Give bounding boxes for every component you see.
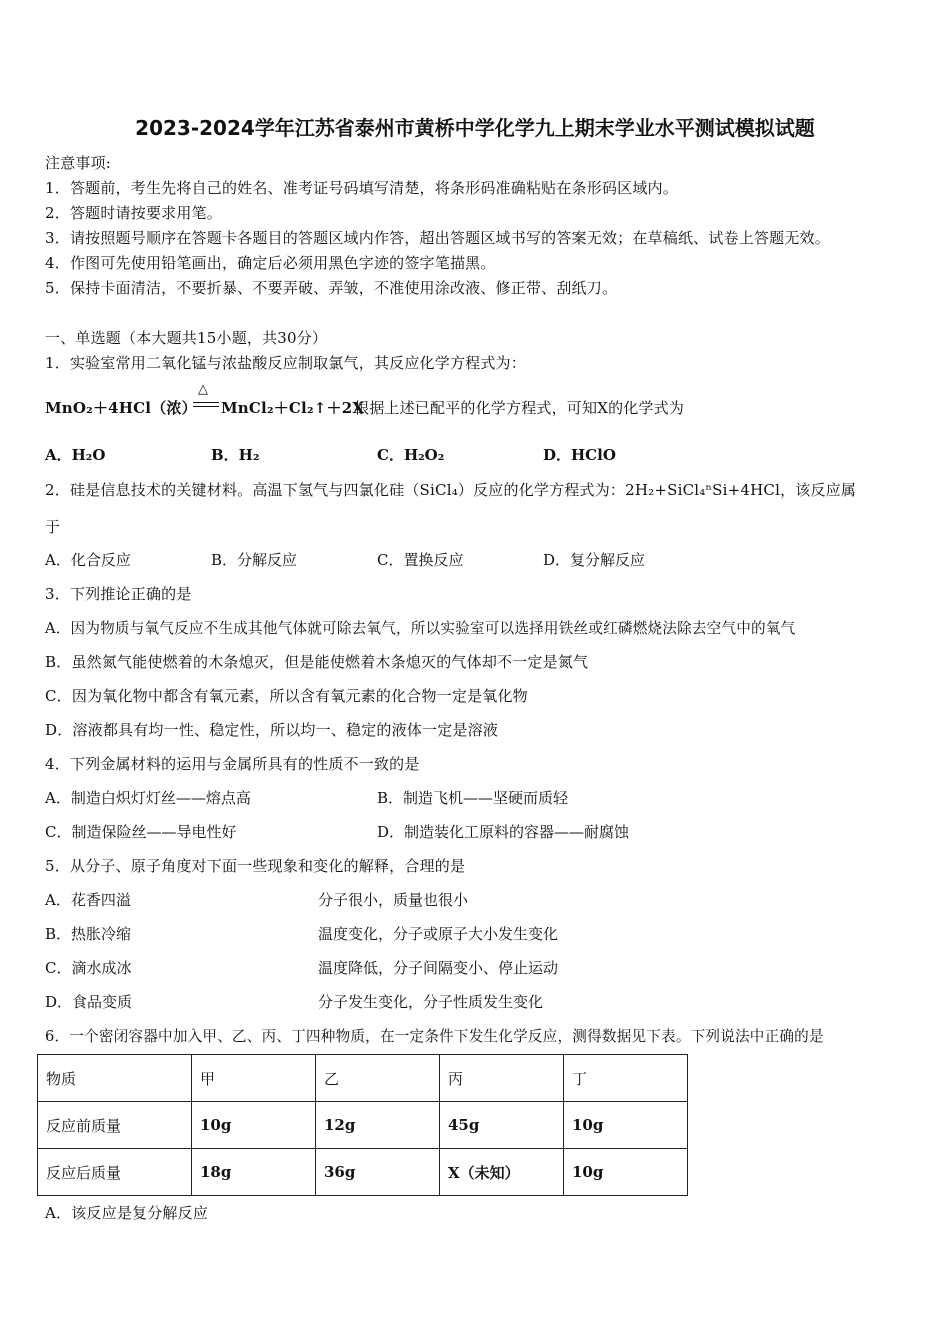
table-cell: 36g [316,1149,440,1196]
equation-bar [193,406,219,407]
q4-stem: 4．下列金属材料的运用与金属所具有的性质不一致的是 [45,755,420,773]
notice-item-1: 1．答题前，考生先将自己的姓名、准考证号码填写清楚，将条形码准确粘贴在条形码区域内。 [45,179,678,197]
table-cell: 物质 [38,1055,192,1102]
q3-stem: 3．下列推论正确的是 [45,585,192,603]
section-heading: 一、单选题（本大题共15小题，共30分） [45,329,328,347]
notice-item-4: 4．作图可先使用铅笔画出，确定后必须用黑色字迹的签字笔描黑。 [45,254,496,272]
q5-option-c: C．滴水成冰 [45,959,132,977]
notice-heading: 注意事项: [45,154,112,172]
equation-bar [193,402,219,403]
table-cell: 10g [564,1102,688,1149]
q5-option-a: A．花香四溢 [45,891,131,909]
q1-option-b: B．H₂ [211,446,260,464]
notice-item-3: 3．请按照题号顺序在答题卡各题目的答题区域内作答，超出答题区域书写的答案无效；在草稿纸、试卷上答题无效。 [45,229,830,247]
q5-option-d: D．食品变质 [45,993,133,1011]
q3-option-c: C．因为氧化物中都含有氧元素，所以含有氧元素的化合物一定是氧化物 [45,687,528,705]
q4-option-d: D．制造装化工原料的容器——耐腐蚀 [377,823,630,841]
table-cell: X（未知） [440,1149,564,1196]
table-row [38,1055,688,1102]
page-title: 2023-2024学年江苏省泰州市黄桥中学化学九上期末学业水平测试模拟试题 [135,116,815,140]
q1-option-a: A．H₂O [45,446,106,464]
table-cell: 45g [440,1102,564,1149]
q1-eq-right: MnCl₂＋Cl₂↑＋2X [221,399,365,417]
q1-stem: 1．实验室常用二氧化锰与浓盐酸反应制取氯气，其反应化学方程式为： [45,354,526,372]
q5-explanation-a: 分子很小，质量也很小 [318,891,469,909]
heat-condition: △ [198,382,208,397]
q6-stem: 6．一个密闭容器中加入甲、乙、丙、丁四种物质，在一定条件下发生化学反应，测得数据见下表。下列说法中正确的是 [45,1028,824,1045]
q2-option-d: D．复分解反应 [543,551,646,569]
table-cell: 反应后质量 [38,1149,192,1196]
table-cell: 丁 [564,1055,688,1102]
table-cell: 12g [316,1102,440,1149]
notice-item-5: 5．保持卡面清洁，不要折暴、不要弄破、弄皱，不准使用涂改液、修正带、刮纸刀。 [45,279,618,297]
q5-option-b: B．热胀冷缩 [45,925,132,943]
q3-option-a: A．因为物质与氧气反应不生成其他气体就可除去氧气，所以实验室可以选择用铁丝或红磷燃烧法除去空气中的氧气 [45,620,796,637]
q3-option-b: B．虽然氮气能使燃着的木条熄灭，但是能使燃着木条熄灭的气体却不一定是氮气 [45,653,589,671]
table-cell: 10g [564,1149,688,1196]
q3-option-d: D．溶液都具有均一性、稳定性，所以均一、稳定的液体一定是溶液 [45,721,499,739]
table-cell: 甲 [192,1055,316,1102]
q2-stem-line2: 于 [45,518,61,536]
q5-explanation-d: 分子发生变化，分子性质发生变化 [318,993,544,1011]
q4-option-b: B．制造飞机——坚硬而质轻 [377,789,569,807]
table-row [38,1102,688,1149]
table-cell: 反应前质量 [38,1102,192,1149]
table-cell: 丙 [440,1055,564,1102]
q1-option-d: D．HClO [543,446,616,464]
q5-stem: 5．从分子、原子角度对下面一些现象和变化的解释，合理的是 [45,857,466,875]
q2-stem-line1: 2．硅是信息技术的关键材料。高温下氢气与四氯化硅（SiCl₄）反应的化学方程式为：2H₂+SiCl₄ⁿSi+4HCl，该反应属 [45,481,857,499]
q1-eq-left: MnO₂＋4HCl（浓） [45,399,197,417]
table-cell: 18g [192,1149,316,1196]
q2-option-b: B．分解反应 [211,551,298,569]
table-cell: 乙 [316,1055,440,1102]
q4-option-c: C．制造保险丝——导电性好 [45,823,237,841]
q2-option-c: C．置换反应 [377,551,464,569]
q1-eq-tail: 根据上述已配平的化学方程式，可知X的化学式为 [354,399,685,417]
notice-item-2: 2．答题时请按要求用笔。 [45,204,222,222]
q5-explanation-c: 温度降低，分子间隔变小、停止运动 [318,959,559,977]
q2-option-a: A．化合反应 [45,551,131,569]
q1-option-c: C．H₂O₂ [377,446,445,464]
table-cell: 10g [192,1102,316,1149]
mass-data-table [37,1054,688,1196]
q5-explanation-b: 温度变化，分子或原子大小发生变化 [318,925,559,943]
table-row [38,1149,688,1196]
q4-option-a: A．制造白炽灯灯丝——熔点高 [45,789,251,807]
q6-option-a: A．该反应是复分解反应 [45,1204,209,1222]
